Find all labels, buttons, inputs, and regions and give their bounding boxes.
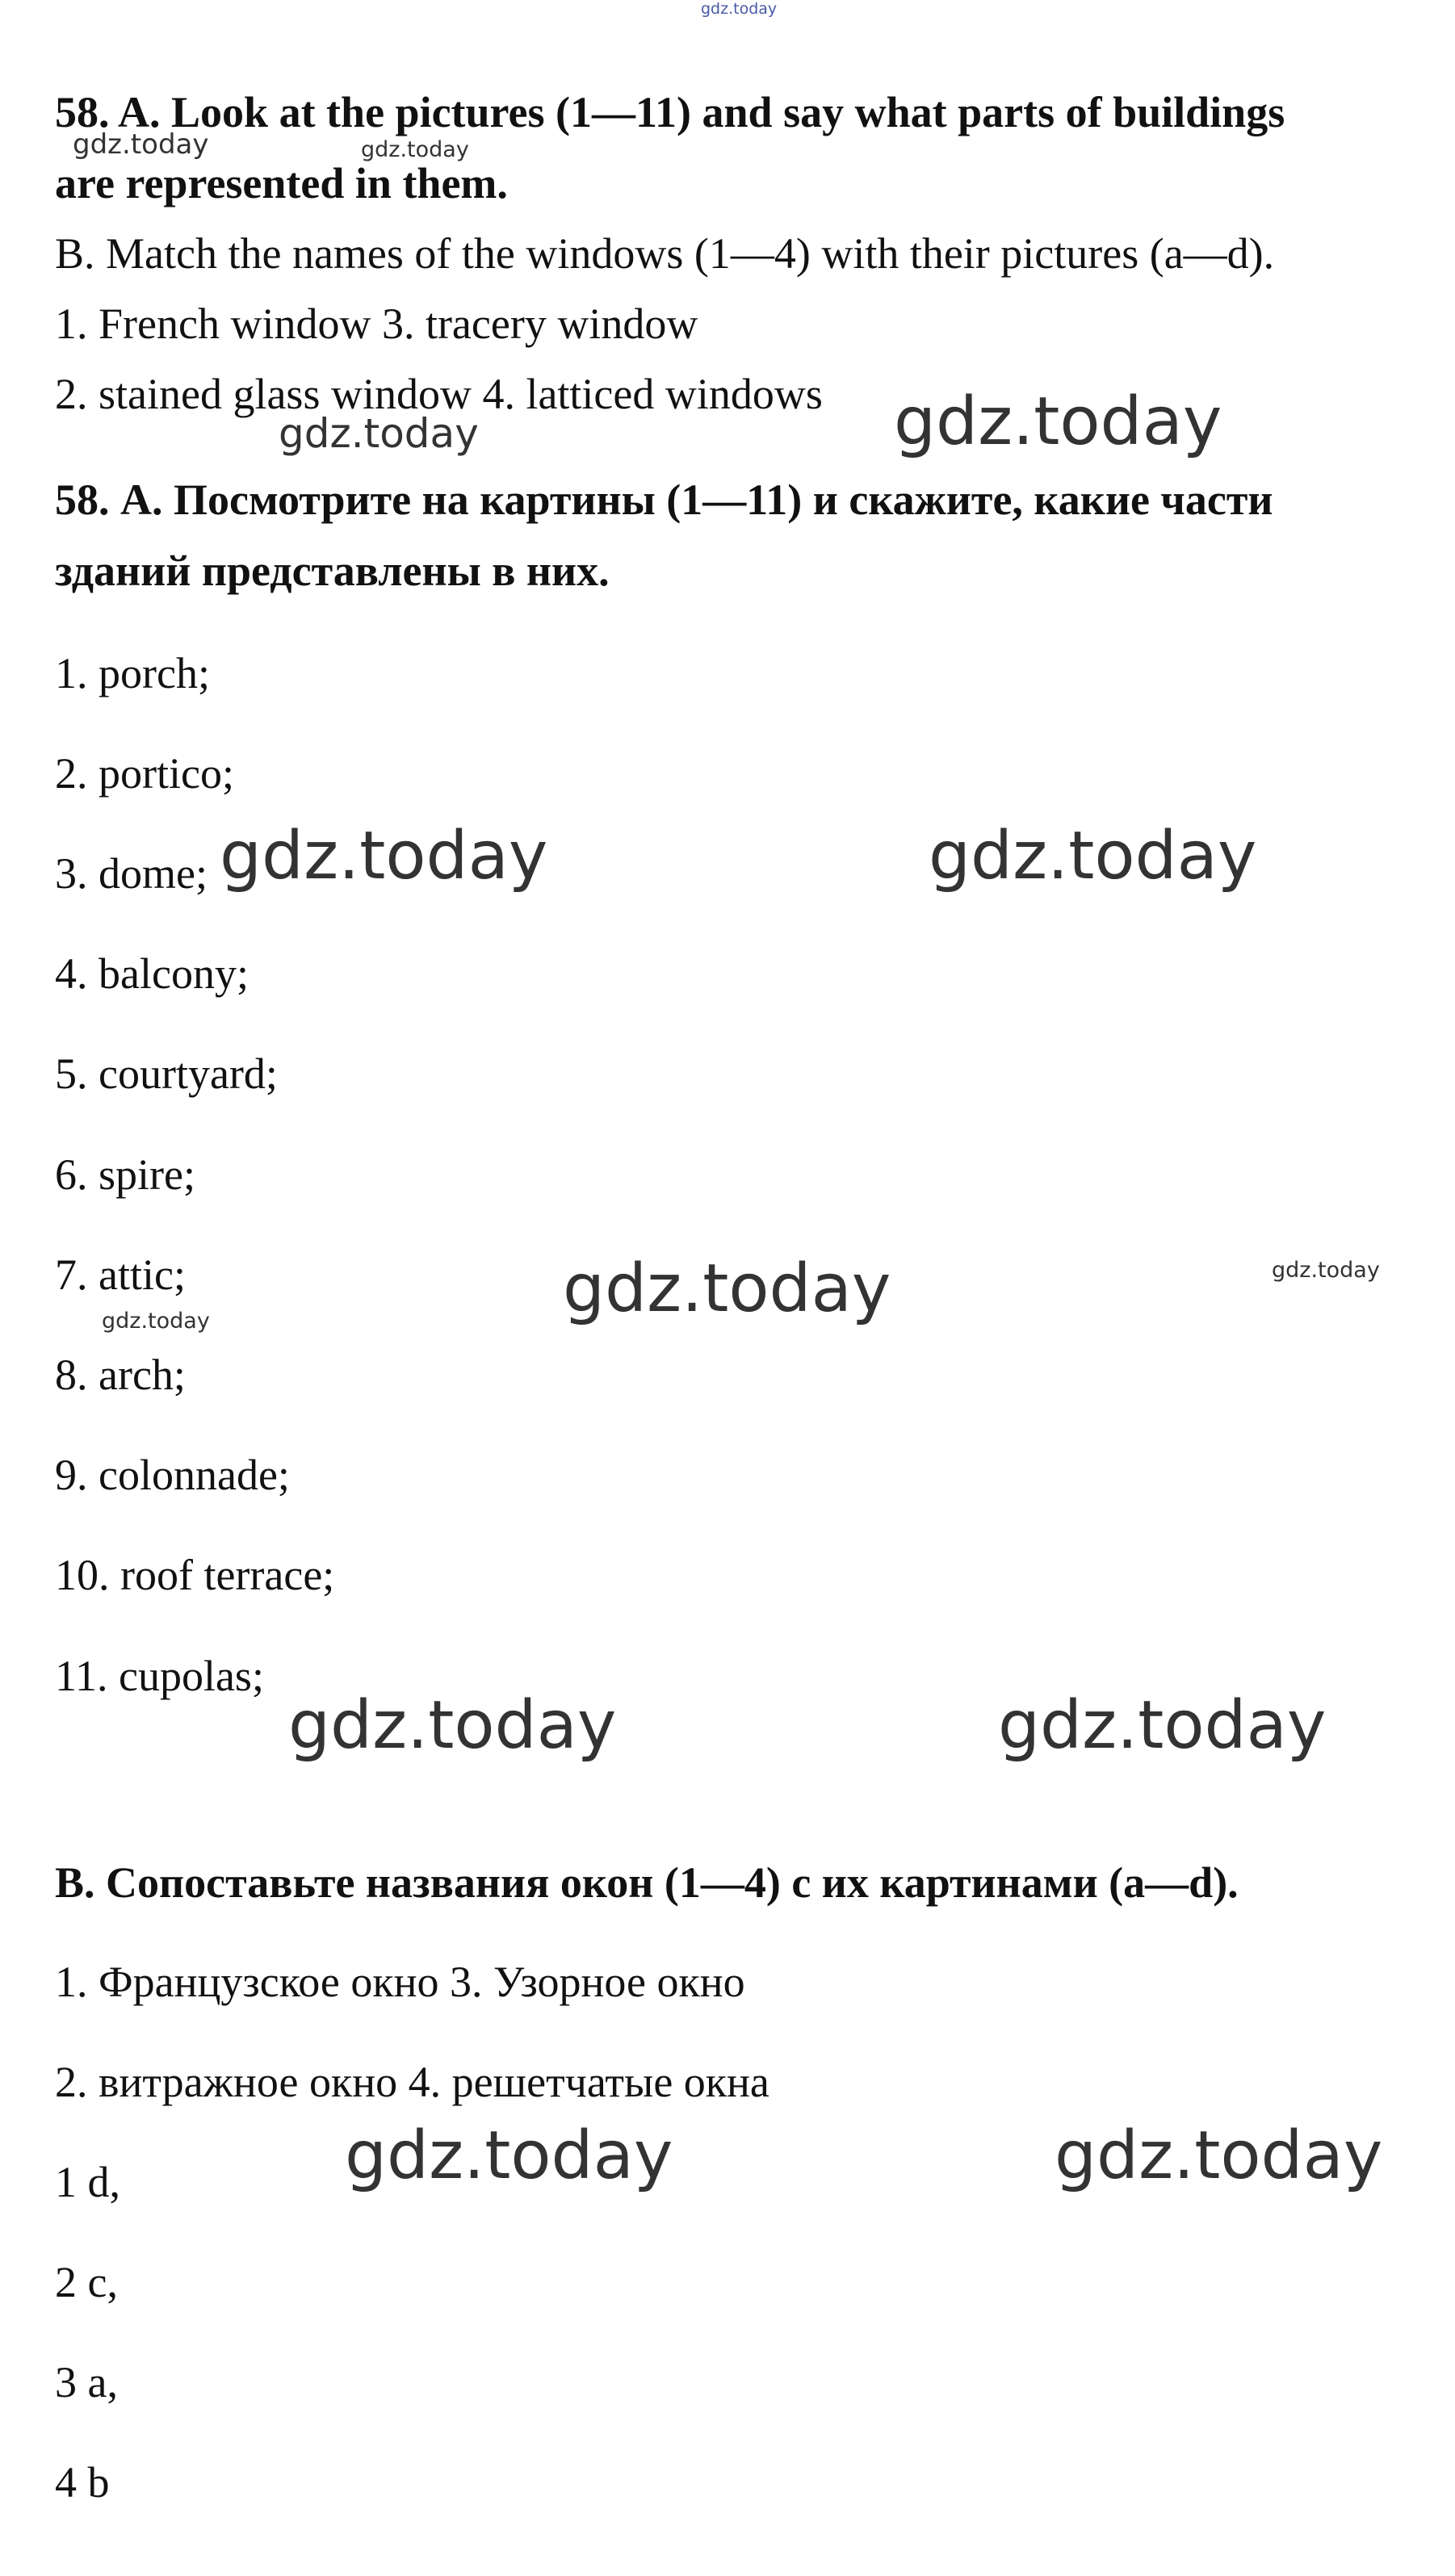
answer-a-item-3: 3. dome; [55,849,208,898]
answer-b-item-4: 4 b [55,2458,110,2507]
watermark-large-3: gdz.today [929,818,1257,894]
task-b-heading-en: B. Match the names of the windows (1—4) with their pictures (a—d). [55,229,1275,278]
watermark-top: gdz.today [701,0,778,18]
task-b-heading-ru: В. Сопоставьте названия окон (1—4) с их картинами (a—d). [55,1858,1239,1907]
answer-a-item-4: 4. balcony; [55,949,249,998]
answer-a-item-1: 1. porch; [55,649,210,697]
answer-a-item-11: 11. cupolas; [55,1652,264,1700]
answer-b-item-1: 1 d, [55,2158,120,2206]
watermark-large-6: gdz.today [998,1687,1327,1764]
task-a-heading-en-line2: are represented in them. [55,159,508,207]
answer-a-item-8: 8. arch; [55,1351,186,1399]
answer-a-item-5: 5. courtyard; [55,1049,278,1098]
answer-a-item-6: 6. spire; [55,1150,195,1199]
answer-a-item-7: 7. attic; [55,1250,186,1299]
watermark-large-5: gdz.today [288,1687,617,1764]
answer-a-item-10: 10. roof terrace; [55,1551,335,1599]
windows-list-ru-line1: 1. Французское окно 3. Узорное окно [55,1958,745,2006]
answer-b-item-3: 3 a, [55,2358,118,2406]
watermark-large-4: gdz.today [563,1250,891,1327]
answer-b-item-2: 2 c, [55,2258,118,2306]
watermark-large-1: gdz.today [894,383,1222,460]
watermark-large-7: gdz.today [345,2117,673,2194]
task-a-heading-ru-line1: 58. А. Посмотрите на картины (1—11) и скажите, какие части [55,475,1273,524]
task-a-heading-en-line1: 58. A. Look at the pictures (1—11) and say what parts of buildings [55,88,1285,136]
watermark-small-3: gdz.today [1272,1258,1380,1283]
watermark-medium-1: gdz.today [279,410,479,457]
watermark-small-4: gdz.today [102,1309,210,1334]
task-a-heading-ru-line2: зданий представлены в них. [55,547,610,595]
watermark-small-2: gdz.today [361,137,469,162]
watermark-large-8: gdz.today [1055,2117,1383,2194]
watermark-small-1: gdz.today [73,128,209,161]
answer-a-item-9: 9. colonnade; [55,1451,290,1499]
windows-list-en-line2: 2. stained glass window 4. latticed windows [55,370,823,418]
answer-a-item-2: 2. portico; [55,749,234,798]
watermark-large-2: gdz.today [220,818,548,894]
windows-list-en-line1: 1. French window 3. tracery window [55,299,698,348]
windows-list-ru-line2: 2. витражное окно 4. решетчатые окна [55,2058,769,2106]
